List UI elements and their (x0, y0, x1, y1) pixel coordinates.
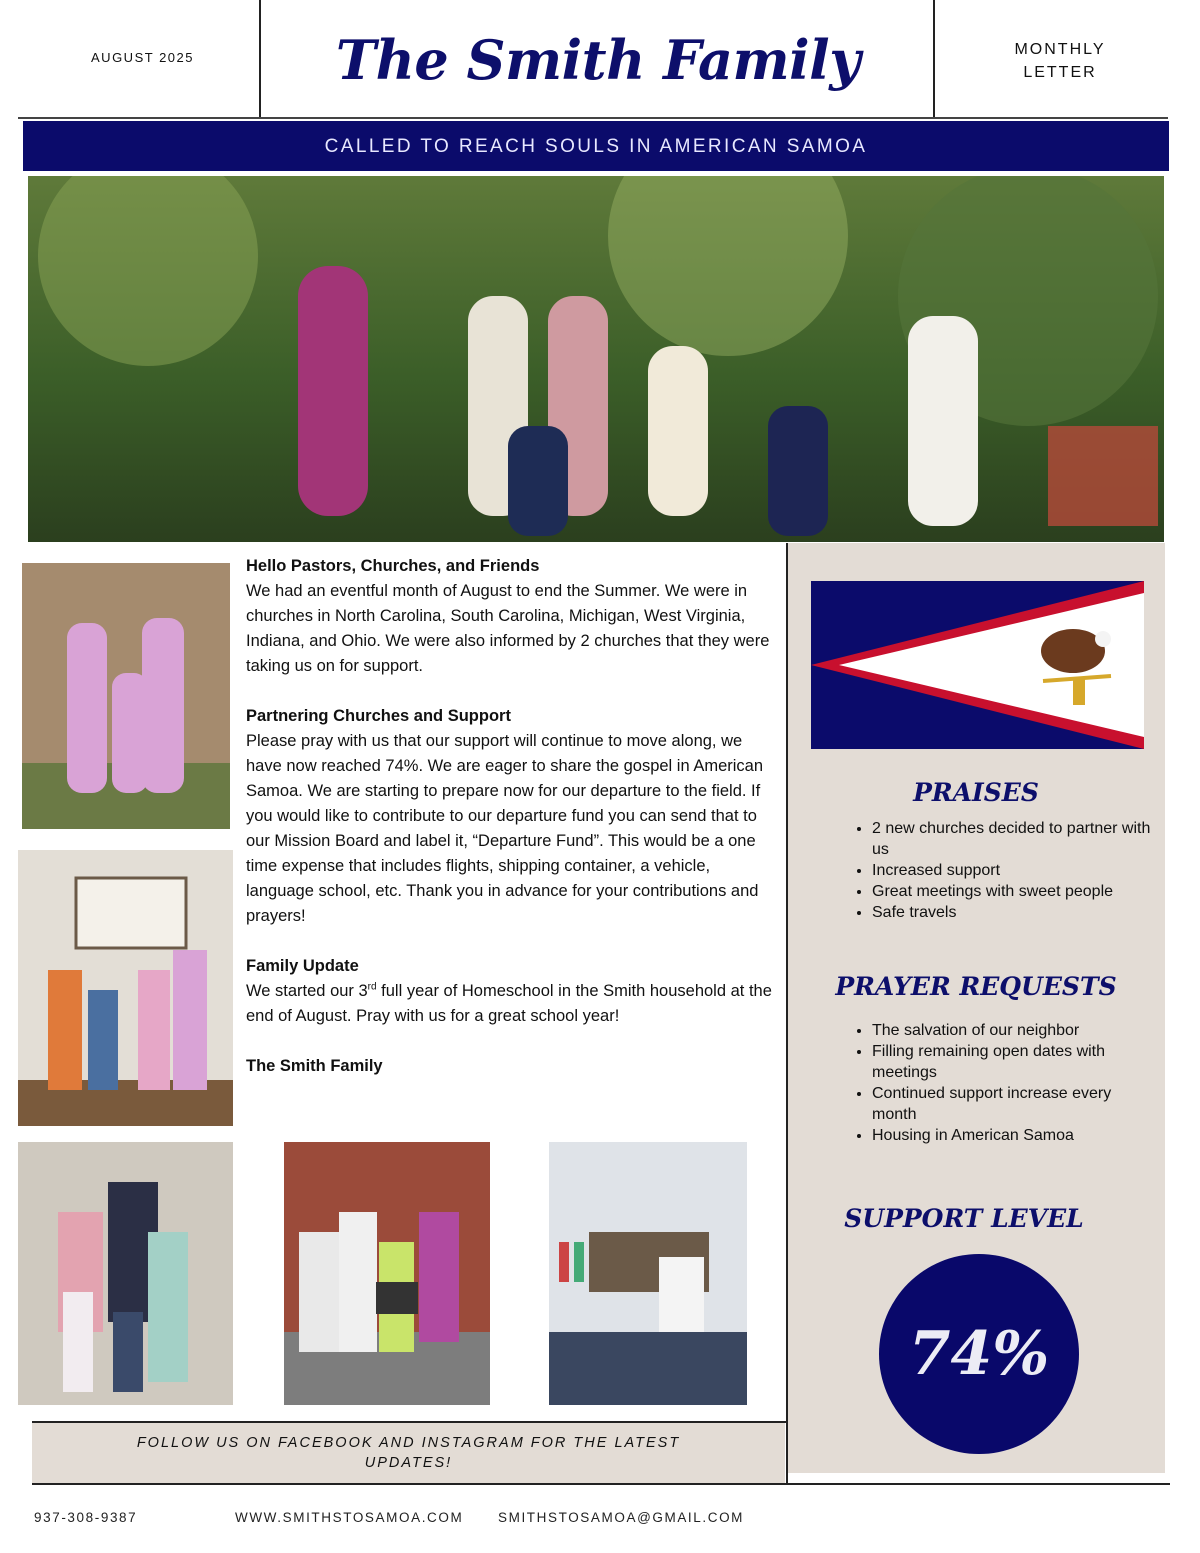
photo-church-service (549, 1142, 747, 1405)
social-follow-bar (32, 1423, 785, 1483)
header-rule (18, 117, 1168, 119)
support-level-badge: 74% (879, 1254, 1079, 1454)
list-item: • 2 new churches decided to partner with us (872, 818, 1152, 860)
photo-girls-striped-dresses (22, 563, 230, 829)
list-item: • Safe travels (872, 902, 1152, 923)
american-samoa-flag (811, 581, 1144, 749)
greeting-heading: Hello Pastors, Churches, and Friends (246, 557, 540, 575)
praises-heading: PRAISES (913, 778, 1039, 807)
monthly-label-line1: MONTHLY (1014, 41, 1106, 58)
header-divider-left (259, 0, 261, 118)
ordinal-suffix: rd (367, 981, 377, 993)
signoff: The Smith Family (246, 1057, 383, 1075)
photo-kids-with-gift-bags (18, 850, 233, 1126)
prayer-requests-heading: PRAYER REQUESTS (835, 972, 1117, 1001)
footer-rule-bottom (32, 1483, 1170, 1485)
prayer-requests-list (848, 1020, 1152, 1146)
monthly-label-line2: LETTER (1023, 64, 1097, 81)
family-update-paragraph (246, 979, 781, 1029)
mission-banner: CALLED TO REACH SOULS IN AMERICAN SAMOA (23, 121, 1169, 171)
letter-body (246, 554, 781, 1079)
monthly-letter-label (935, 38, 1185, 84)
support-level-heading: SUPPORT LEVEL (844, 1204, 1084, 1233)
social-follow-text: FOLLOW US ON FACEBOOK AND INSTAGRAM FOR THE LATEST UPDATES! (136, 1435, 681, 1471)
hero-family-photo (28, 176, 1164, 542)
support-heading: Partnering Churches and Support (246, 707, 511, 725)
contact-website[interactable]: WWW.SMITHSTOSAMOA.COM (235, 1510, 464, 1525)
contact-email[interactable]: SMITHSTOSAMOA@GMAIL.COM (498, 1510, 745, 1525)
photo-first-day-homeschool (284, 1142, 490, 1405)
list-item: • Continued support increase every month (872, 1083, 1152, 1125)
list-item: • The salvation of our neighbor (872, 1020, 1152, 1041)
photo-family-with-pastor (18, 1142, 233, 1405)
list-item: • Great meetings with sweet people (872, 881, 1152, 902)
page-title: The Smith Family (335, 28, 861, 92)
list-item: • Increased support (872, 860, 1152, 881)
greeting-paragraph: We had an eventful month of August to end the Summer. We were in churches in North Carolina, South Carolina, Michigan, West Virginia, Indiana, and Ohio. We were also informed by 2 churches that they were taking us on for support. (246, 582, 770, 675)
support-paragraph: Please pray with us that our support will continue to move along, we have now reached 74%. We are eager to share the gospel in American Samoa. We are starting to prepare now for our departure to the field. If you would like to contribute to our departure fund you can send that to our Mission Board and label it, “Departure Fund”. This would be a one time expense that includes flights, shipping container, a vehicle, language school, etc. Thank you in advance for your contributions and prayers! (246, 732, 764, 925)
family-update-text-b: full year of Homeschool in the Smith household at the end of August. Pray with us for a great school year! (246, 982, 772, 1025)
family-update-heading: Family Update (246, 957, 359, 975)
list-item: • Filling remaining open dates with meetings (872, 1041, 1152, 1083)
family-update-text-a: We started our 3 (246, 982, 368, 1000)
list-item: • Housing in American Samoa (872, 1125, 1152, 1146)
praises-list (848, 818, 1152, 923)
sidebar-divider (786, 543, 788, 1485)
issue-date: AUGUST 2025 (91, 50, 194, 65)
contact-phone: 937-308-9387 (34, 1510, 138, 1525)
